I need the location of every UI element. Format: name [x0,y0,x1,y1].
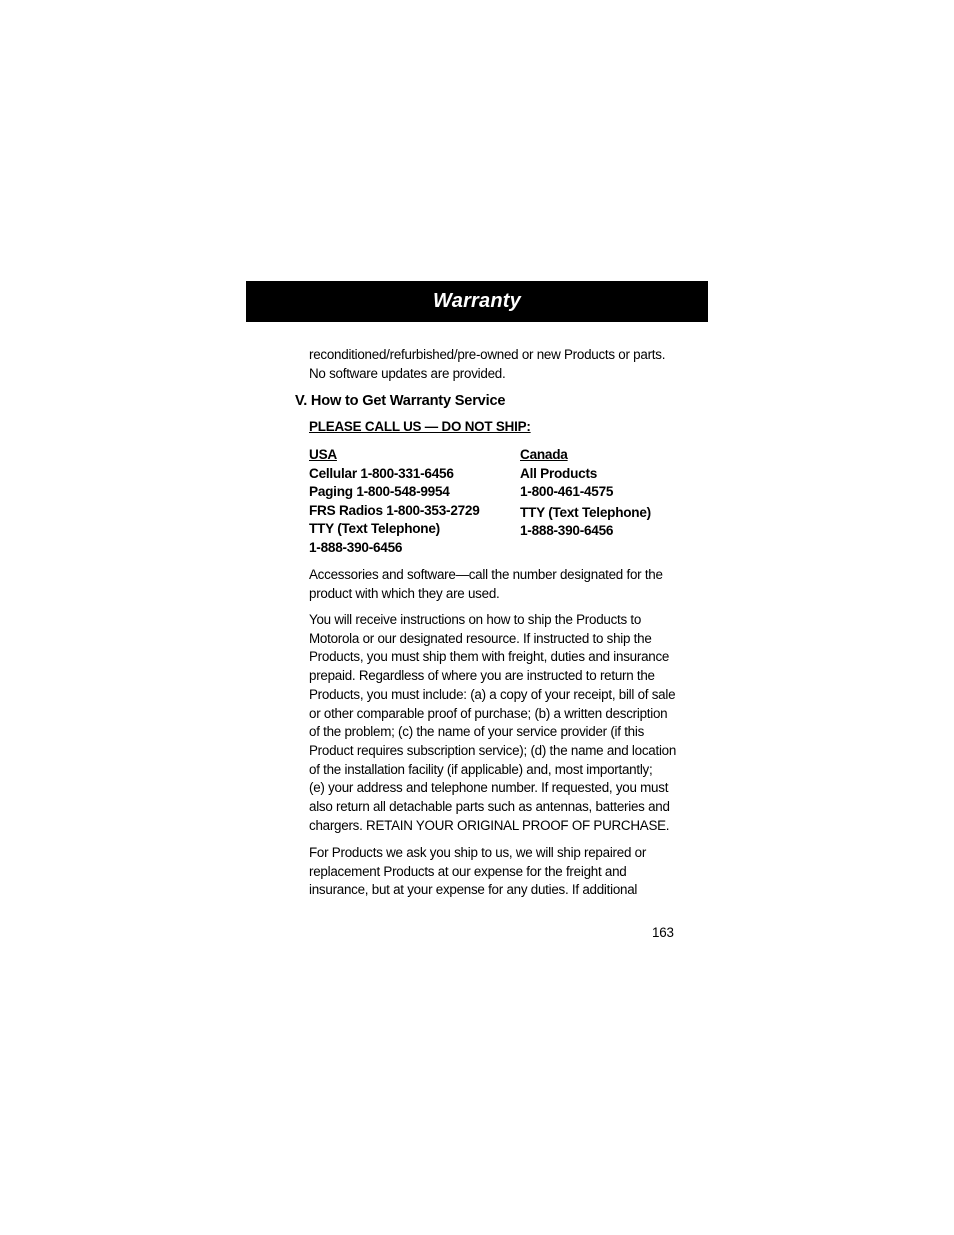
shipping-paragraph [309,844,681,900]
intro-line: reconditioned/refurbished/pre-owned or new Products or parts. [309,347,666,362]
paragraph-line: For Products we ask you ship to us, we will ship repaired or [309,845,647,860]
paragraph-line: of the installation facility (if applicable) and, most importantly; [309,761,653,777]
section-heading: V. How to Get Warranty Service [295,393,506,409]
usa-contact-line: FRS Radios 1-800-353-2729 [309,502,480,518]
call-us-heading: PLEASE CALL US — DO NOT SHIP: [309,419,531,434]
paragraph-line: Product requires subscription service); (d) the name and location [309,742,677,758]
paragraph-line: replacement Products at our expense for the freight and [309,863,627,879]
intro-line: No software updates are provided. [309,365,506,381]
paragraph-line: also return all detachable parts such as antennas, batteries and [309,799,670,815]
usa-contact-line: Cellular 1-800-331-6456 [309,465,454,481]
canada-contact-line: TTY (Text Telephone) [520,504,651,520]
usa-heading: USA [309,447,337,462]
paragraph-line: Products, you must include: (a) a copy of your receipt, bill of sale [309,686,676,702]
section-title: Warranty [433,290,521,312]
canada-contact-line: 1-888-390-6456 [520,523,614,538]
paragraph-line: Motorola or our designated resource. If instructed to ship the [309,630,652,646]
canada-heading: Canada [520,447,568,462]
paragraph-line: product with which they are used. [309,585,500,601]
page-number: 163 [652,925,674,940]
usa-contact-line: TTY (Text Telephone) [309,521,440,536]
usa-contact-line: Paging 1-800-548-9954 [309,484,450,499]
canada-contact-line: All Products [520,465,598,481]
paragraph-line: insurance, but at your expense for any duties. If additional [309,882,638,898]
section-header-bar [246,281,708,322]
paragraph-line: or other comparable proof of purchase; (b) a written description [309,705,668,721]
paragraph-line: of the problem; (c) the name of your service provider (if this [309,724,645,740]
usa-contact-line: 1-888-390-6456 [309,539,403,555]
paragraph-line: (e) your address and telephone number. If requested, you must [309,780,669,796]
paragraph-line: prepaid. Regardless of where you are instructed to return the [309,668,655,684]
paragraph-line: You will receive instructions on how to ship the Products to [309,612,642,627]
paragraph-line: Products, you must ship them with freight, duties and insurance [309,649,670,665]
canada-contact-line: 1-800-461-4575 [520,484,614,499]
accessories-paragraph [309,566,681,603]
intro-paragraph [309,346,681,383]
instructions-paragraph [309,611,681,835]
canada-contacts [520,446,700,541]
usa-contacts [309,446,514,557]
paragraph-line: chargers. RETAIN YOUR ORIGINAL PROOF OF PURCHASE. [309,817,670,833]
paragraph-line: Accessories and software—call the number designated for the [309,567,663,582]
